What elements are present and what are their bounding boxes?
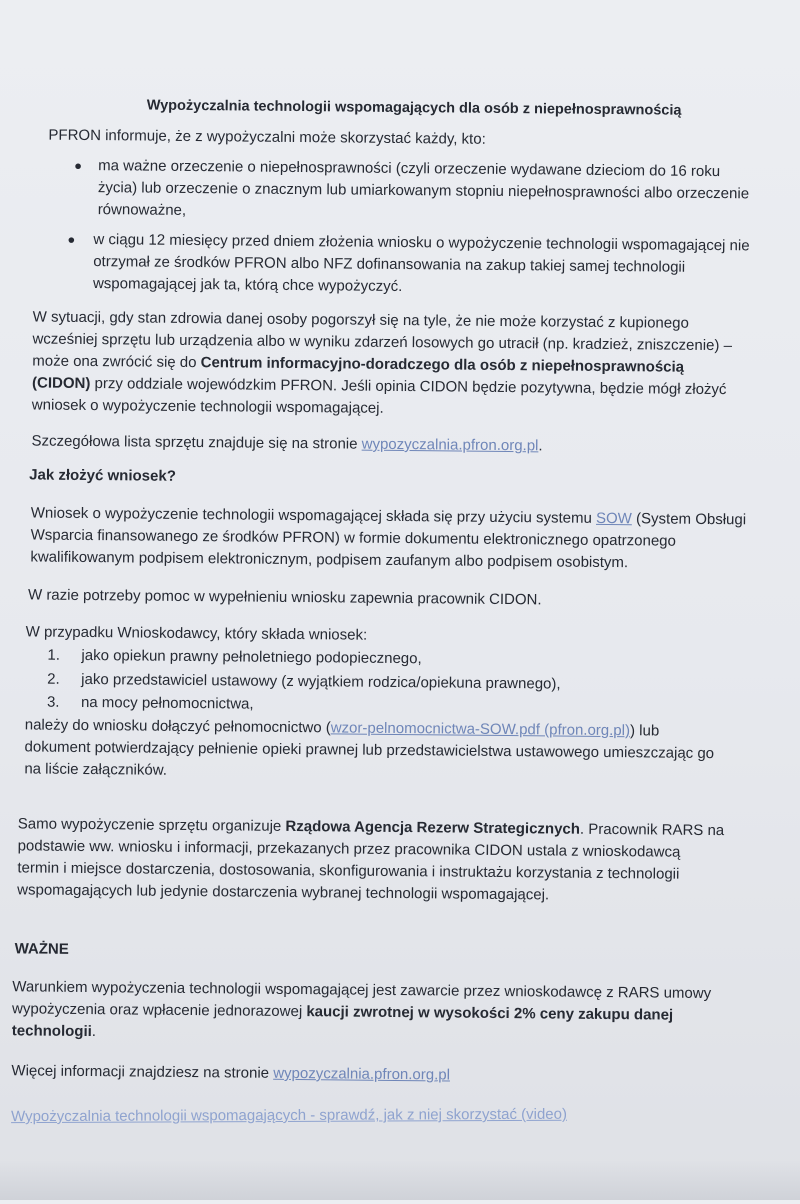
cidon-name: Centrum informacyjno-doradczego dla osób z niepełnosprawnością bbox=[200, 354, 685, 376]
list-item-number: 3. bbox=[46, 693, 60, 711]
pfron-website-link-bottom[interactable]: wypozyczalnia.pfron.org.pl bbox=[273, 1064, 451, 1084]
intro-text: PFRON informuje, że z wypożyczalni może skorzystać każdy, kto: bbox=[48, 126, 486, 148]
attachment-paragraph: należy do wniosku dołączyć pełnomocnictwo (wzor-pelnomocnictwa-SOW.pdf (pfron.org.pl)) lub dokument potwierdzający pełnienie opieki prawnej lub przedstawicielstwa ustawowego umieszczając go na liście załączników. bbox=[24, 716, 715, 779]
equipment-list-line: Szczegółowa lista sprzętu znajduje się na stronie wypozyczalnia.pfron.org.pl. bbox=[31, 432, 543, 455]
video-link[interactable]: Wypożyczalnia technologii wspomagających - sprawdź, jak z niej skorzystać (video) bbox=[11, 1105, 568, 1126]
sow-link[interactable]: SOW bbox=[595, 509, 632, 528]
list-item-number: 1. bbox=[47, 646, 61, 664]
situation-paragraph: W sytuacji, gdy stan zdrowia danej osoby pogorszył się na tyle, że nie może korzystać z kupionego wcześniej sprzętu lub urządzenia albo w wyniku zdarzeń losowych go utracił (np. kradzież, zniszczenie) – może ona zwrócić się do Centrum informacyjno-doradczego dla osób z niepełnosprawnością (CIDON) przy oddziale wojewódzkim PFRON. Jeśli opinia CIDON będzie pozytywna, będzie mógł złożyć wniosek o wypożyczenie technologii wspomagającej. bbox=[31, 308, 733, 417]
photo-shadow bbox=[0, 1160, 800, 1200]
bullet-dot: ● bbox=[74, 157, 83, 173]
help-line: W razie potrzeby pomoc w wypełnieniu wniosku zapewnia pracownik CIDON. bbox=[27, 586, 542, 609]
list-item-statutory-representative: jako przedstawiciel ustawowy (z wyjątkiem rodzica/opiekuna prawnego), bbox=[81, 670, 561, 693]
list-item-legal-guardian: jako opiekun prawny pełnoletniego podopiecznego, bbox=[81, 646, 422, 668]
power-of-attorney-template-link[interactable]: wzor-pelnomocnictwa-SOW.pdf (pfron.org.pl) bbox=[330, 719, 631, 740]
heading-important: WAŻNE bbox=[14, 940, 69, 958]
bullet-item-dofinansowanie: w ciągu 12 miesięcy przed dniem złożenia wniosku o wypożyczenie technologii wspomagającej nie otrzymał ze środków PFRON albo NFZ dofinansowania na zakup takiej samej technologii wspomagającej jak ta, którą chce wypożyczyć. bbox=[92, 231, 750, 296]
pfron-website-link[interactable]: wypozyczalnia.pfron.org.pl bbox=[361, 435, 539, 455]
heading-how-to-apply: Jak złożyć wniosek? bbox=[29, 466, 176, 485]
bullet-dot: ● bbox=[67, 231, 76, 247]
list-item-power-of-attorney: na mocy pełnomocnictwa, bbox=[80, 693, 254, 713]
rars-paragraph: Samo wypożyczenie sprzętu organizuje Rządowa Agencja Rezerw Strategicznych. Pracownik RARS na podstawie ww. wniosku i informacji, przekazanych przez pracownika CIDON ustala z wnioskodawcą termin i miejsce dostarczenia, dostosowania, skonfigurowania i instruktażu korzystania z technologii wspomagających lub jedynie dostarczenia wybranej technologii wspomagającej. bbox=[17, 815, 725, 904]
more-info-line: Więcej informacji znajdziesz na stronie wypozyczalnia.pfron.org.pl bbox=[11, 1062, 451, 1084]
important-paragraph: Warunkiem wypożyczenia technologii wspomagającej jest zawarcie przez wnioskodawcę z RARS umowy wypożyczenia oraz wpłacenie jednorazowej kaucji zwrotnej w wysokości 2% ceny zakupu danej technologii. bbox=[11, 978, 712, 1041]
document-title: Wypożyczalnia technologii wspomagających dla osób z niepełnosprawnością bbox=[146, 97, 682, 119]
applicant-intro: W przypadku Wnioskodawcy, który składa wniosek: bbox=[25, 623, 368, 644]
rars-name: Rządowa Agencja Rezerw Strategicznych bbox=[285, 817, 581, 838]
list-item-number: 2. bbox=[47, 670, 60, 688]
bullet-item-orzeczenie: ma ważne orzeczenie o niepełnosprawności (czyli orzeczenie wydawane dzieciom do 16 roku życia) lub orzeczenie o znacznym lub umiarkowanym stopniu niepełnosprawności albo orzeczenie równoważne, bbox=[97, 157, 750, 219]
how-paragraph: Wniosek o wypożyczenie technologii wspomagającej składa się przy użyciu systemu SOW (System Obsługi Wsparcia finansowanego ze środków PFRON) w formie dokumentu elektronicznego opatrzonego kwalifikowanym podpisem elektronicznym, podpisem zaufanym albo podpisem osobistym. bbox=[30, 504, 747, 572]
deposit-condition: kaucji zwrotnej w wysokości 2% ceny zakupu danej bbox=[306, 1003, 674, 1024]
cidon-abbr: (CIDON) bbox=[31, 374, 91, 393]
